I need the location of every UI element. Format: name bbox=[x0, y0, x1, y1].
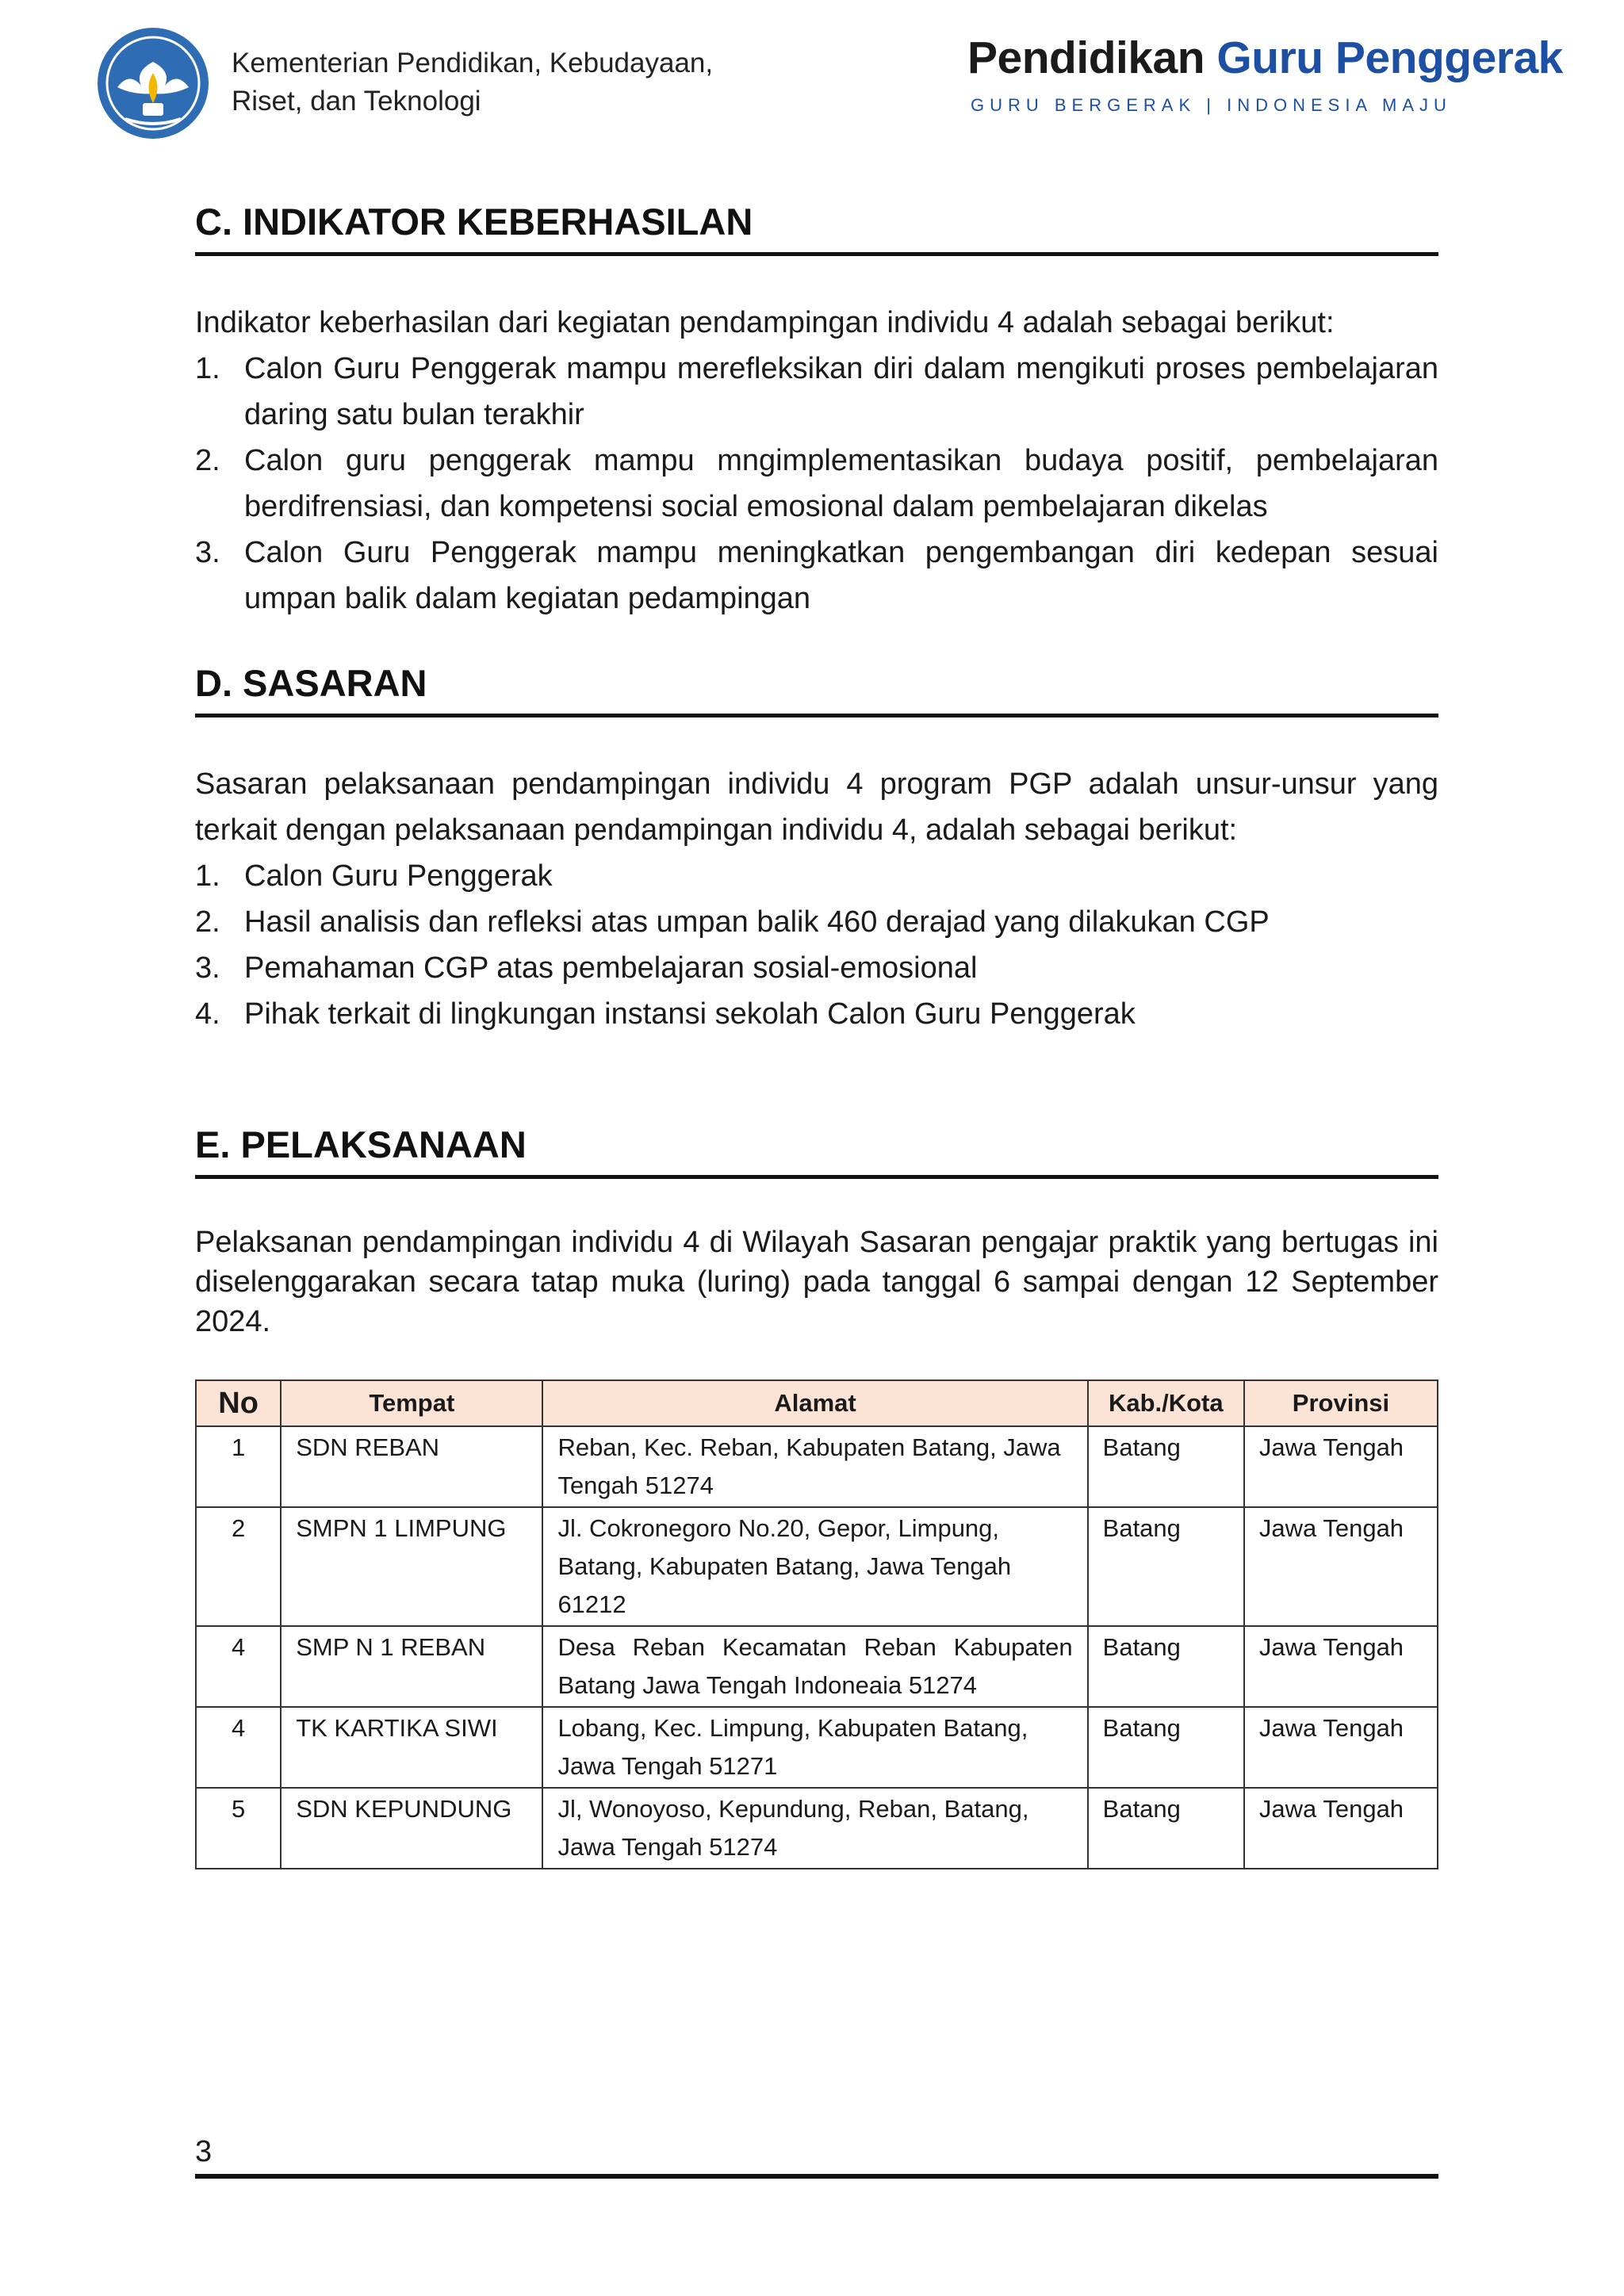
section-d-heading: D. SASARAN bbox=[195, 661, 1438, 718]
cell-no: 1 bbox=[196, 1426, 281, 1507]
cell-no: 5 bbox=[196, 1788, 281, 1869]
list-item-number: 3. bbox=[195, 536, 220, 569]
pgp-logo bbox=[967, 32, 1602, 127]
ministry-name-line2: Riset, dan Teknologi bbox=[232, 86, 481, 117]
list-item bbox=[195, 530, 1438, 622]
cell-tempat: SDN REBAN bbox=[281, 1426, 542, 1507]
section-c-heading: C. INDIKATOR KEBERHASILAN bbox=[195, 200, 1438, 256]
cell-alamat: Jl, Wonoyoso, Kepundung, Reban, Batang, Jawa Tengah 51274 bbox=[542, 1788, 1087, 1869]
cell-provinsi: Jawa Tengah bbox=[1244, 1707, 1438, 1788]
list-item-number: 1. bbox=[195, 859, 220, 893]
list-item bbox=[195, 853, 1438, 899]
pgp-tagline: GURU BERGERAK | INDONESIA MAJU bbox=[971, 95, 1452, 115]
cell-alamat: Desa Reban Kecamatan Reban Kabupaten Batang Jawa Tengah Indoneaia 51274 bbox=[542, 1626, 1087, 1707]
pgp-title-part1: Pendidikan bbox=[967, 33, 1205, 83]
section-d-intro: Sasaran pelaksanaan pendampingan individu 4 program PGP adalah unsur-unsur yang terkait dengan pelaksanaan pendampingan individu 4, adalah sebagai berikut: bbox=[195, 767, 1438, 847]
table-row bbox=[196, 1707, 1438, 1788]
page-header bbox=[0, 0, 1624, 143]
list-item-text: Hasil analisis dan refleksi atas umpan balik 460 derajad yang dilakukan CGP bbox=[244, 905, 1270, 939]
cell-kab-kota: Batang bbox=[1088, 1626, 1244, 1707]
table-row bbox=[196, 1626, 1438, 1707]
page-number: 3 bbox=[195, 2135, 213, 2168]
cell-tempat: SDN KEPUNDUNG bbox=[281, 1788, 542, 1869]
cell-no: 4 bbox=[196, 1626, 281, 1707]
column-header-tempat: Tempat bbox=[281, 1380, 542, 1426]
list-item bbox=[195, 945, 1438, 991]
list-item bbox=[195, 991, 1438, 1037]
ministry-name-line1: Kementerian Pendidikan, Kebudayaan, bbox=[232, 48, 714, 78]
location-table bbox=[195, 1380, 1438, 1869]
list-item-number: 4. bbox=[195, 997, 220, 1031]
cell-no: 2 bbox=[196, 1507, 281, 1626]
table-row bbox=[196, 1788, 1438, 1869]
footer-divider bbox=[195, 2174, 1438, 2179]
list-item-text: Calon Guru Penggerak mampu meningkatkan pengembangan diri kedepan sesuai umpan balik dalam kegiatan pedampingan bbox=[244, 536, 1438, 615]
cell-tempat: TK KARTIKA SIWI bbox=[281, 1707, 542, 1788]
section-d-list bbox=[195, 853, 1438, 1037]
list-item bbox=[195, 346, 1438, 438]
section-e-heading: E. PELAKSANAAN bbox=[195, 1123, 1438, 1179]
table-header-row bbox=[196, 1380, 1438, 1426]
cell-kab-kota: Batang bbox=[1088, 1507, 1244, 1626]
cell-kab-kota: Batang bbox=[1088, 1788, 1244, 1869]
column-header-no: No bbox=[196, 1380, 281, 1426]
cell-provinsi: Jawa Tengah bbox=[1244, 1426, 1438, 1507]
cell-alamat: Jl. Cokronegoro No.20, Gepor, Limpung, Batang, Kabupaten Batang, Jawa Tengah 61212 bbox=[542, 1507, 1087, 1626]
list-item-number: 2. bbox=[195, 444, 220, 477]
table-row bbox=[196, 1426, 1438, 1507]
pgp-title bbox=[967, 32, 1563, 84]
pgp-title-part2: Guru Penggerak bbox=[1216, 33, 1563, 83]
list-item-text: Pemahaman CGP atas pembelajaran sosial-emosional bbox=[244, 951, 978, 985]
cell-provinsi: Jawa Tengah bbox=[1244, 1507, 1438, 1626]
ministry-name bbox=[232, 44, 787, 121]
list-item-number: 2. bbox=[195, 905, 220, 939]
list-item-text: Calon Guru Penggerak mampu merefleksikan diri dalam mengikuti proses pembelajaran daring satu bulan terakhir bbox=[244, 352, 1438, 431]
section-e-paragraph: Pelaksanan pendampingan individu 4 di Wilayah Sasaran pengajar praktik yang bertugas ini diselenggarakan secara tatap muka (luring) pada tanggal 6 sampai dengan 12 September 2024. bbox=[195, 1226, 1438, 1338]
cell-alamat: Reban, Kec. Reban, Kabupaten Batang, Jawa Tengah 51274 bbox=[542, 1426, 1087, 1507]
list-item bbox=[195, 899, 1438, 945]
list-item-text: Calon Guru Penggerak bbox=[244, 859, 553, 893]
tut-wuri-handayani-logo bbox=[94, 24, 213, 143]
cell-kab-kota: Batang bbox=[1088, 1426, 1244, 1507]
table-row bbox=[196, 1507, 1438, 1626]
cell-alamat: Lobang, Kec. Limpung, Kabupaten Batang, Jawa Tengah 51271 bbox=[542, 1707, 1087, 1788]
cell-provinsi: Jawa Tengah bbox=[1244, 1788, 1438, 1869]
cell-tempat: SMP N 1 REBAN bbox=[281, 1626, 542, 1707]
column-header-alamat: Alamat bbox=[542, 1380, 1087, 1426]
list-item-text: Pihak terkait di lingkungan instansi sekolah Calon Guru Penggerak bbox=[244, 997, 1136, 1031]
section-c-list bbox=[195, 346, 1438, 622]
cell-no: 4 bbox=[196, 1707, 281, 1788]
cell-kab-kota: Batang bbox=[1088, 1707, 1244, 1788]
column-header-provinsi: Provinsi bbox=[1244, 1380, 1438, 1426]
list-item bbox=[195, 438, 1438, 530]
list-item-number: 1. bbox=[195, 352, 220, 385]
list-item-text: Calon guru penggerak mampu mngimplementasikan budaya positif, pembelajaran berdifrensiasi, dan kompetensi social emosional dalam pembelajaran dikelas bbox=[244, 444, 1438, 523]
cell-tempat: SMPN 1 LIMPUNG bbox=[281, 1507, 542, 1626]
column-header-kab-kota: Kab./Kota bbox=[1088, 1380, 1244, 1426]
section-c-intro: Indikator keberhasilan dari kegiatan pendampingan individu 4 adalah sebagai berikut: bbox=[195, 306, 1335, 339]
cell-provinsi: Jawa Tengah bbox=[1244, 1626, 1438, 1707]
list-item-number: 3. bbox=[195, 951, 220, 985]
